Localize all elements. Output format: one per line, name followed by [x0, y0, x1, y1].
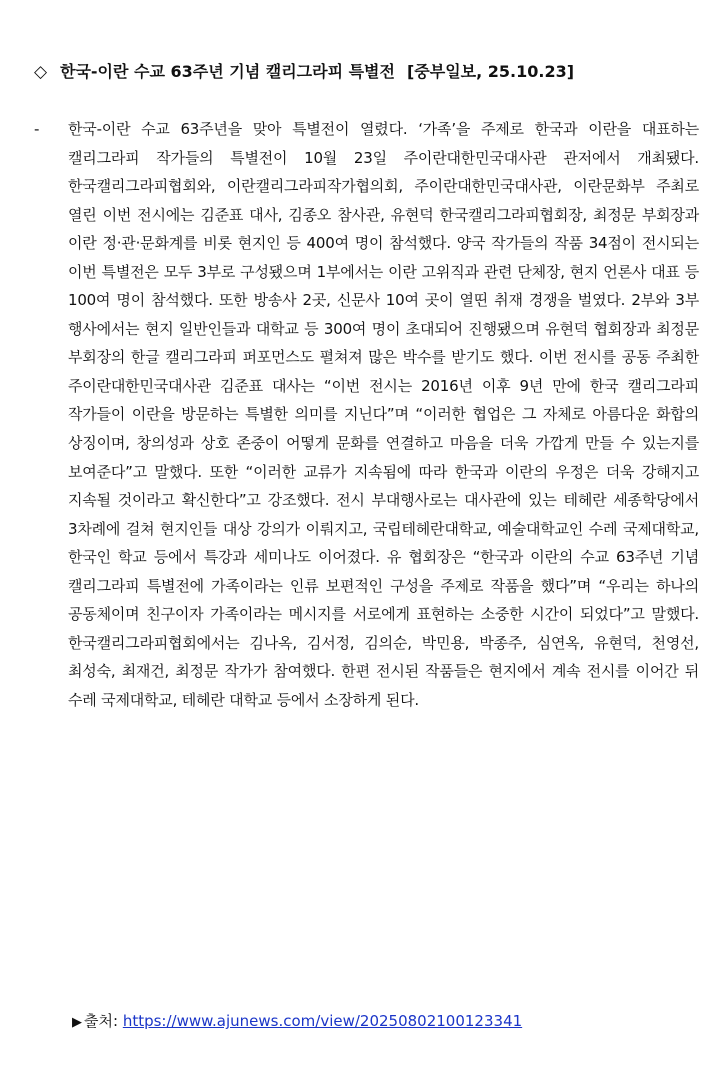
dash-bullet: -: [34, 120, 40, 138]
triangle-right-icon: ▶: [72, 1015, 82, 1030]
source-line: [72, 1008, 522, 1036]
source-link[interactable]: https://www.ajunews.com/view/20250802100123341: [122, 1012, 523, 1030]
diamond-bullet-icon: ◇: [34, 62, 48, 82]
article-paragraph: 한국-이란 수교 63주년을 맞아 특별전이 열렸다. ‘가족’을 주제로 한국과 이란을 대표하는 캘리그라피 작가들의 특별전이 10월 23일 주이란대한민국대사관 관저에서 개최됐다. 한국캘리그라피협회와, 이란캘리그라피작가협의회, 주이란대한민국대사관, 이란문화부 주최로 열린 이번 전시에는 김준표 대사, 김종오 참사관, 유현덕 한국캘리그라피협회장, 최정문 부회장과 이란 정·관·문화계를 비롯 현지인 등 400여 명이 참석했다. 양국 작가들의 작품 34점이 전시되는 이번 특별전은 모두 3부로 구성됐으며 1부에서는 이란 고위직과 관련 단체장, 현지 언론사 대표 등 100여 명이 참석했다. 또한 방송사 2곳, 신문사 10여 곳이 열띤 취재 경쟁을 벌였다. 2부와 3부 행사에서는 현지 일반인들과 대학교 등 300여 명이 초대되어 진행됐으며 유현덕 협회장과 최정문 부회장의 한글 캘리그라피 퍼포먼스도 펼쳐져 많은 박수를 받기도 했다. 이번 전시를 공동 주최한 주이란대한민국대사관 김준표 대사는 “이번 전시는 2016년 이후 9년 만에 한국 캘리그라피 작가들이 이란을 방문하는 특별한 의미를 지닌다”며 “이러한 협업은 그 자체로 아름다운 화합의 상징이며, 창의성과 상호 존중이 어떻게 문화를 연결하고 마음을 더욱 가깝게 만들 수 있는지를 보여준다”고 말했다. 또한 “이러한 교류가 지속됨에 따라 한국과 이란의 우정은 더욱 강해지고 지속될 것이라고 확신한다”고 강조했다. 전시 부대행사로는 대사관에 있는 테헤란 세종학당에서 3차례에 걸쳐 현지인들 대상 강의가 이뤄지고, 국립테헤란대학교, 예술대학교인 수레 국제대학교, 한국인 학교 등에서 특강과 세미나도 이어졌다. 유 협회장은 “한국과 이란의 수교 63주년 기념 캘리그라피 특별전에 가족이라는 인류 보편적인 구성을 주제로 작품을 했다”며 “우리는 하나의 공동체이며 친구이자 가족이라는 메시지를 서로에게 표현하는 소중한 시간이 되었다”고 말했다. 한국캘리그라피협회에서는 김나옥, 김서정, 김의순, 박민용, 박종주, 심연옥, 유현덕, 천영선, 최성숙, 최재건, 최정문 작가가 참여했다. 한편 전시된 작품들은 현지에서 계속 전시를 이어간 뒤 수레 국제대학교, 테헤란 대학교 등에서 소장하게 된다.: [68, 120, 699, 709]
article-source-citation: [중부일보, 25.10.23]: [406, 62, 575, 81]
article-heading: [34, 60, 684, 84]
article-title: 한국-이란 수교 63주년 기념 캘리그라피 특별전: [60, 62, 395, 81]
source-label: 출처:: [84, 1012, 123, 1030]
